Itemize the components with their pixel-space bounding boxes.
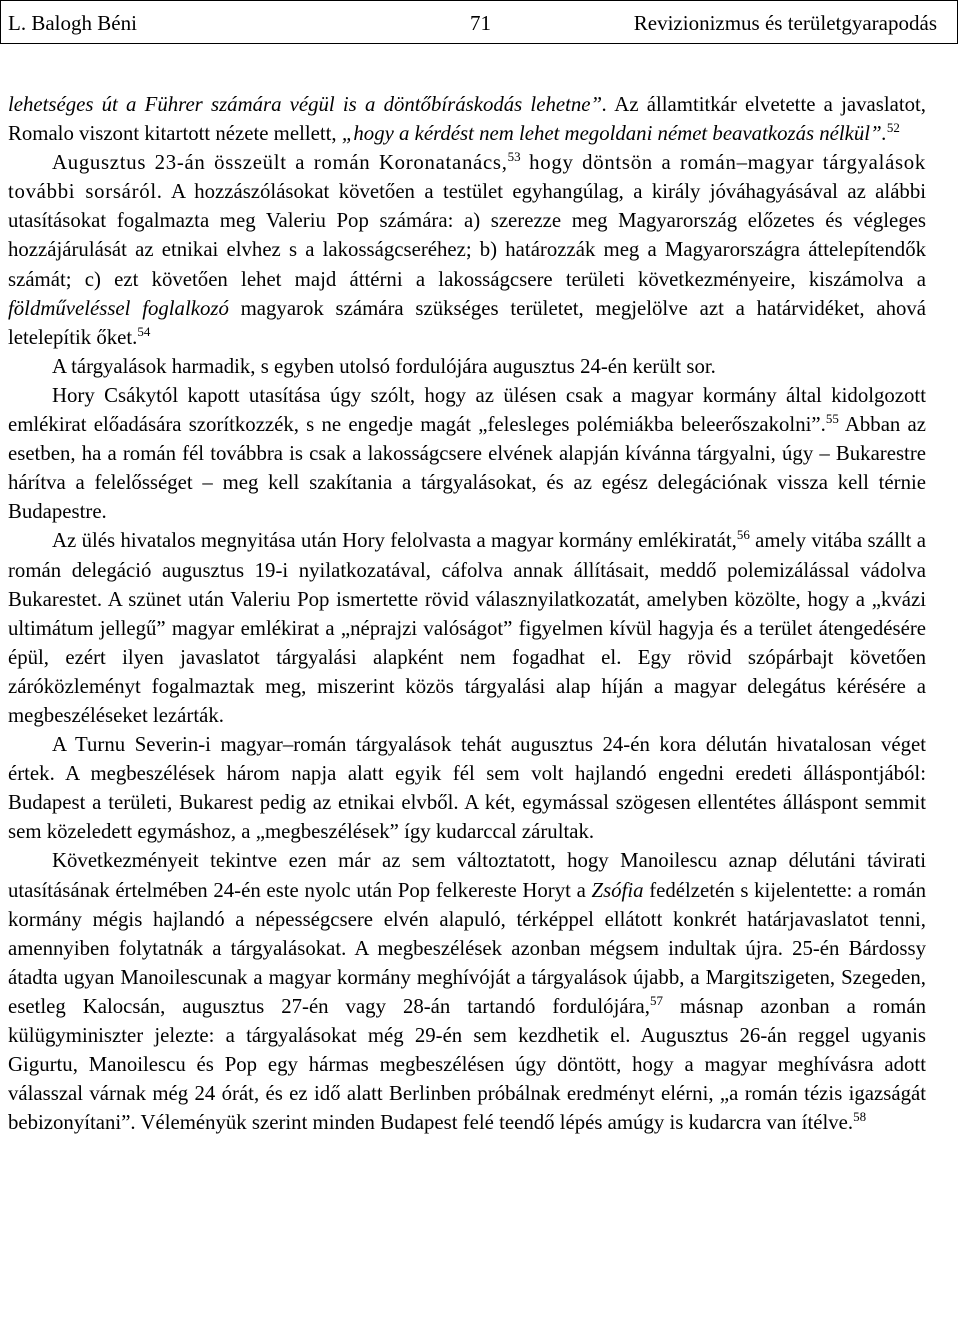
italic-text: Zsófia: [591, 878, 644, 902]
header-title: Revizionizmus és területgyarapodás: [633, 11, 937, 35]
header-author: L. Balogh Béni: [8, 11, 137, 35]
header-page-number: 71: [470, 11, 491, 35]
text-run: hogy döntsön a román–magyar tárgyalások további sorsáról.: [8, 151, 926, 204]
italic-text: földműveléssel foglalkozó: [8, 296, 229, 320]
paragraph-1: [8, 90, 926, 148]
footnote-ref: 57: [649, 992, 663, 1008]
italic-text: „hogy a kérdést nem lehet megoldani német beavatkozás nélkül”.: [341, 122, 887, 146]
body-text: [8, 90, 926, 1137]
text-run: Következményeit tekintve ezen már az sem változtatott, hogy Manoilescu aznap délutáni távirati utasításának értelmében 24-én este nyolc után Pop felkereste Horyt a: [8, 849, 926, 902]
paragraph-6: [8, 730, 926, 846]
footnote-ref: 56: [736, 527, 750, 543]
text-run: Augusztus 23-án összeült a román Koronatanács,: [52, 151, 508, 175]
text-run: A hozzászólásokat követően a testület egyhangúlag, a király jóváhagyásával az alábbi utasításokat fogalmazta meg Valeriu Pop számára: a) szerezze meg Magyarország előzetes és végleges hozzájárulását az etnikai elvhez s a lakosságcseréhez; b) határozzák meg a Magyarországra áttelepítendők számát; c) ezt követően lehet majd áttérni a lakosságcsere területi következményeire, kiszámolva a: [8, 180, 926, 291]
footnote-ref: 53: [507, 149, 521, 165]
footnote-ref: 52: [886, 120, 900, 136]
text-run: fedélzetén s kijelentette: a román kormány mégis hajlandó a népességcsere elvén alapuló, térképpel ellátott konkrét határjavaslatot tenni, amennyiben folytatnák a tárgyalásokat. A megbeszélések azonban mégsem indultak újra. 25-én Bárdossy átadta ugyan Manoilescunak a magyar kormány meghívóját a tárgyalások újabb, a Margitszigeten, Szegeden, esetleg Kalocsán, augusztus 27-én vagy 28-án tartandó fordulójára,: [8, 878, 926, 1018]
paragraph-2: [8, 148, 926, 352]
text-run: Az ülés hivatalos megnyitása után Hory felolvasta a magyar kormány emlékiratát,: [52, 529, 737, 553]
footnote-ref: 54: [137, 323, 151, 339]
paragraph-4: [8, 381, 926, 526]
text-run: magyarok számára szükséges területet, megjelölve azt a határvidéket, ahová letelepítik őket.: [8, 296, 926, 349]
paragraph-7: [8, 846, 926, 1137]
italic-text: lehetséges út a Führer számára végül is a döntőbíráskodás lehetne”.: [8, 93, 608, 116]
text-run: amely vitába szállt a román delegáció augusztus 19-i nyilatkozatával, cáfolva annak állításait, meddő polemizálással vádolva Bukarestet. A szünet után Valeriu Pop ismertette rövid válasznyilatkozatát, amelyben közölte, hogy a „kvázi ultimátum jellegű” magyar emlékirat a „néprajzi valóságot” figyelmen kívül hagyja és a terület átengedésére épül, ezért ilyen javaslatot tárgyalási alapként nem fogadhat el. Egy rövid szópárbajt követően záróközleményt fogalmaztak meg, miszerint közös tárgyalási alap híján a magyar delegátus kérésére a megbeszéléseket lezárták.: [8, 529, 927, 727]
text-run: másnap azonban a román külügyminiszter jelezte: a tárgyalásokat még 29-én sem kezdhetik el. Augusztus 26-án reggel ugyanis Gigurtu, Manoilescu és Pop egy hármas megbeszélésen úgy döntött, hogy a magyar meghívásra adott válasszal várnak még 24 órát, és ez idő alatt Berlinben próbálnak eredményt elérni, „a román tézis igazságát bebizonyítani”. Véleményük szerint minden Budapest felé teendő lépés amúgy is kudarcra van ítélve.: [8, 994, 926, 1135]
page-header: [0, 0, 958, 44]
paragraph-3: [8, 352, 926, 381]
text-run: A Turnu Severin-i magyar–román tárgyalások tehát augusztus 24-én kora délután hivatalosan véget értek. A megbeszélések három napja alatt egyik fél sem volt hajlandó engedni eredeti álláspontjából: Budapest a területi, Bukarest pedig az etnikai elvből. A két, egymással szögesen ellentétes álláspont semmit sem közeledett egymáshoz, a „megbeszélések” így kudarccal zárultak.: [8, 733, 926, 844]
text-run: Az államtitkár elvetette a javaslatot, Romalo viszont kitartott nézete mellett,: [8, 93, 926, 146]
text-run: A tárgyalások harmadik, s egyben utolsó fordulójára augusztus 24-én került sor.: [52, 354, 716, 378]
footnote-ref: 55: [825, 411, 839, 427]
text-run: Abban az esetben, ha a román fél továbbra is csak a lakosságcsere elvének alapján kívánna tárgyalni, úgy – Bukarestre hárítva a felelősséget – meg kell szakítania a tárgyalásokat, és az egész delegációnak vissza kell térnie Budapestre.: [8, 413, 926, 524]
paragraph-5: [8, 526, 926, 730]
text-run: Hory Csákytól kapott utasítása úgy szólt, hogy az ülésen csak a magyar kormány által kidolgozott emlékirat előadására szorítkozzék, s ne engedje magát „felesleges polémiákba beleerőszakolni”.: [8, 383, 926, 437]
footnote-ref: 58: [853, 1109, 867, 1125]
